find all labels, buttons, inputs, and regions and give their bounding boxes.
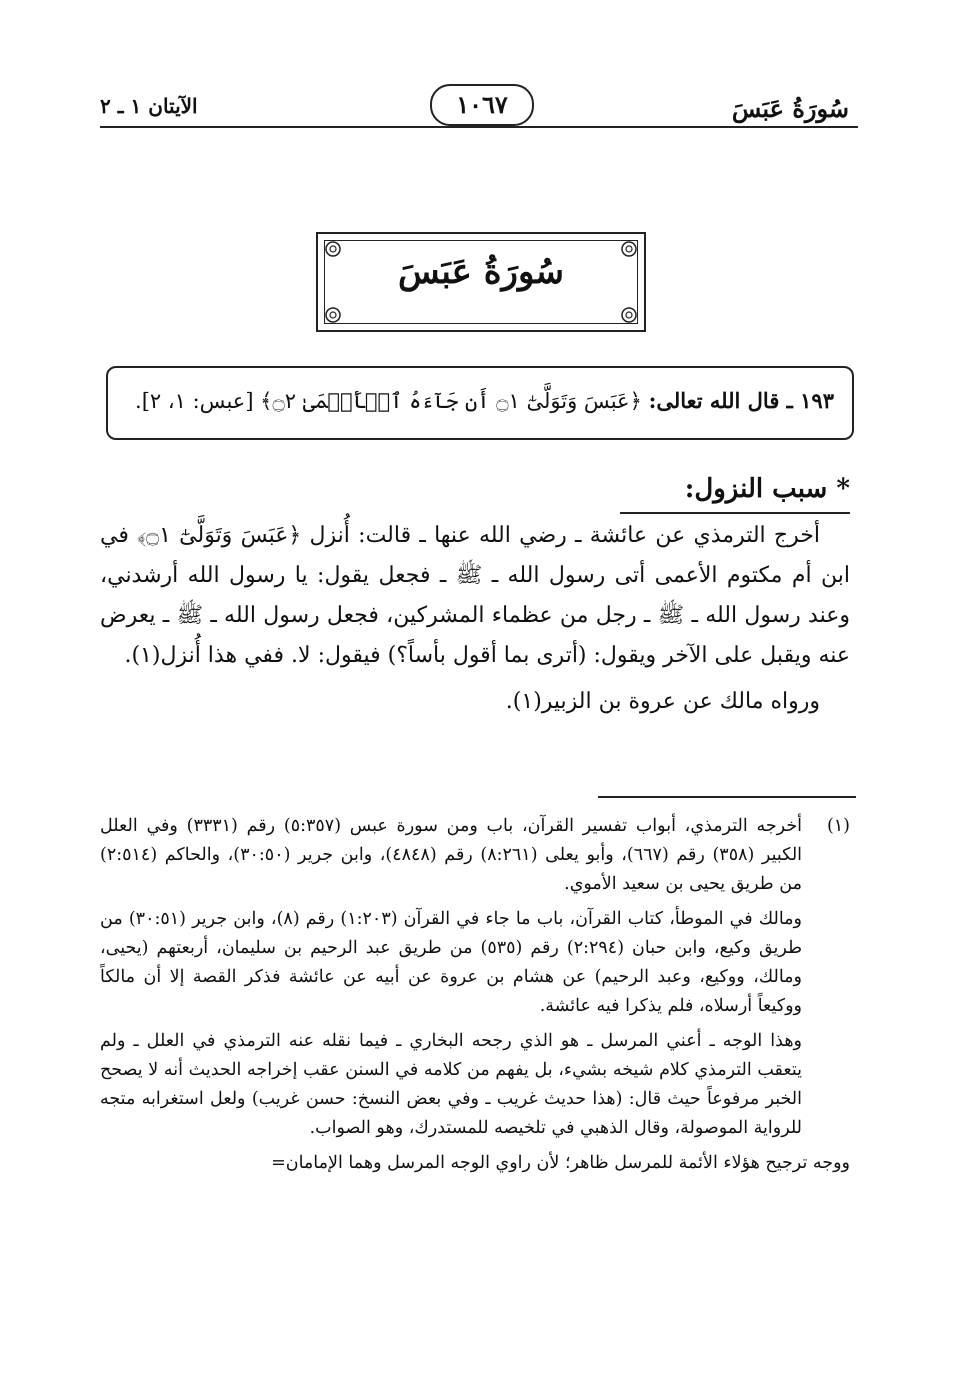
body-text [100,516,850,722]
page-header [0,78,954,138]
footnotes [100,812,850,1184]
header-sura-name: سُورَةُ عَبَسَ [731,94,849,123]
footnote-paragraph: أخرجه الترمذي، أبواب تفسير القرآن، باب ومن سورة عبس (٥:٣٥٧) رقم (٣٣٣١) وفي العلل الكبير (٣٥٨) رقم (٦٦٧)، وأبو يعلى (٨:٢٦١) رقم (٤٨٤٨)، وابن جرير (٣٠:٥٠)، والحاكم (٢:٥١٤) من طريق يحيى بن سعيد الأموي. [100,816,803,894]
verse-box [106,366,854,440]
page-number: ١٠٦٧ [430,84,534,126]
sura-banner [316,232,646,332]
footnote-paragraph: وهذا الوجه ـ أعني المرسل ـ هو الذي رجحه البخاري ـ فيما نقله عنه الترمذي في العلل ـ ولم يتعقب الترمذي كلام شيخه بشيء، بل يفهم من كلامه في السنن عقب إخراجه الحديث أنه لا يصحح الخبر مرفوعاً حيث قال: (هذا حديث غريب ـ وفي بعض النسخ: حسن غريب) ولعل استغرابه متجه للرواية الموصولة، وقال الذهبي في تلخيصه للمستدرك، وهو الصواب. [100,1031,802,1138]
header-rule [100,126,858,128]
body-paragraph: أخرج الترمذي عن عائشة ـ رضي الله عنها ـ قالت: أُنزل ﴿عَبَسَ وَتَوَلَّىٰٓ ۝١﴾ في ابن أم مكتوم الأعمى أتى رسول الله ـ ﷺ ـ فجعل يقول: يا رسول الله أرشدني، وعند رسول الله ـ ﷺ ـ رجل من عظماء المشركين، فجعل رسول الله ـ ﷺ ـ يعرض عنه ويقبل على الآخر ويقول: (أترى بما أقول بأساً؟) فيقول: لا. ففي هذا أُنزل(١). [100,523,850,668]
body-paragraph: ورواه مالك عن عروة بن الزبير(١). [505,689,820,714]
sura-title: سُورَةُ عَبَسَ [397,252,564,292]
corner-ornament-icon [322,304,344,326]
header-verses-label: الآيتان ١ ـ ٢ [100,94,198,118]
footnote-paragraph: ومالك في الموطأ، كتاب القرآن، باب ما جاء في القرآن (١:٢٠٣) رقم (٨)، وابن جرير (٣٠:٥١) من طريق وكيع، وابن حبان (٢:٢٩٤) رقم (٥٣٥) من طريق عبد الرحيم بن سليمان، أربعتهم (يحيى، ومالك، ووكيع، وعبد الرحيم) عن هشام بن عروة عن أبيه عن عائشة فذكر القصة إلا أن مالكاً ووكيعاً أرسلاه، فلم يذكرا فيه عائشة. [100,909,803,1016]
section-title: * سبب النزول: [684,474,850,504]
footnote-separator [598,796,856,798]
verse-line [135,388,834,413]
footnote-paragraph: ووجه ترجيح هؤلاء الأئمة للمرسل ظاهر؛ لأن راوي الوجه المرسل وهما الإمامان= [271,1153,850,1173]
verse-text: ﴿عَبَسَ وَتَوَلَّىٰٓ ۝١ أَن جَآءَهُ ٱلۡأَعۡمَىٰ ۝٢﴾ [عبس: ١، ٢]. [135,389,642,413]
footnote-number: (١) [826,816,850,836]
section-underline [620,512,850,514]
verse-number-intro: ١٩٣ ـ قال الله تعالى: [648,388,834,413]
corner-ornament-icon [618,304,640,326]
